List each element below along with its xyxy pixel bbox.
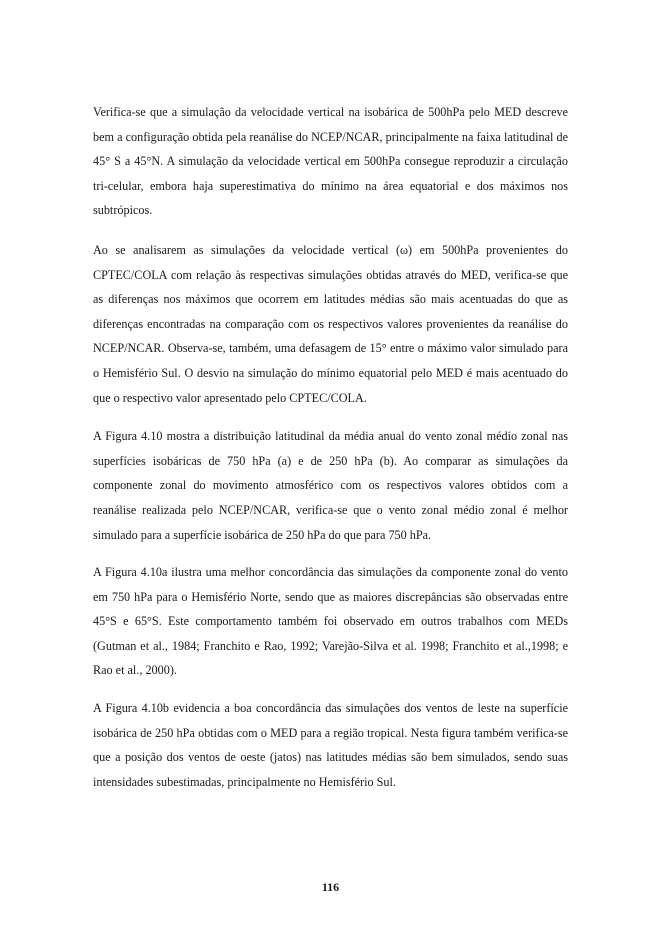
- paragraph-5: A Figura 4.10b evidencia a boa concordância das simulações dos ventos de leste na superfície isobárica de 250 hPa obtidas com o MED para a região tropical. Nesta figura também verifica-se que a posição dos ventos de oeste (jatos) nas latitudes médias são bem simulados, sendo suas intensidades subestimadas, principalmente no Hemisfério Sul.: [93, 701, 568, 789]
- paragraph-2: Ao se analisarem as simulações da velocidade vertical (ω) em 500hPa provenientes do CPTEC/COLA com relação às respectivas simulações obtidas através do MED, verifica-se que as diferenças nos máximos que ocorrem em latitudes médias são mais acentuadas do que as diferenças encontradas na comparação com os respectivos valores provenientes da reanálise do NCEP/NCAR. Observa-se, também, uma defasagem de 15° entre o máximo valor simulado para o Hemisfério Sul. O desvio na simulação do mínimo equatorial pelo MED é mais acentuado do que o respectivo valor apresentado pelo CPTEC/COLA.: [93, 242, 568, 405]
- paragraph-3: A Figura 4.10 mostra a distribuição latitudinal da média anual do vento zonal médio zonal nas superfícies isobáricas de 750 hPa (a) e de 250 hPa (b). Ao comparar as simulações da componente zonal do movimento atmosférico com os respectivos valores obtidos com a reanálise realizada pelo NCEP/NCAR, verifica-se que o vento zonal médio zonal é melhor simulado para a superfície isobárica de 250 hPa do que para 750 hPa.: [93, 429, 568, 542]
- paragraph-1: Verifica-se que a simulação da velocidade vertical na isobárica de 500hPa pelo MED descreve bem a configuração obtida pela reanálise do NCEP/NCAR, principalmente na faixa latitudinal de 45° S a 45°N. A simulação da velocidade vertical em 500hPa consegue reproduzir a circulação tri-celular, embora haja superestimativa do mínimo na área equatorial e dos máximos nos subtrópicos.: [93, 105, 568, 218]
- paragraph-4: A Figura 4.10a ilustra uma melhor concordância das simulações da componente zonal do vento em 750 hPa para o Hemisfério Norte, sendo que as maiores discrepâncias são observadas entre 45°S e 65°S. Este comportamento também foi observado em outros trabalhos com MEDs (Gutman et al., 1984; Franchito e Rao, 1992; Varejão-Silva et al. 1998; Franchito et al.,1998; e Rao et al., 2000).: [93, 565, 568, 678]
- document-body: [93, 100, 568, 809]
- page-number: 116: [321, 880, 340, 894]
